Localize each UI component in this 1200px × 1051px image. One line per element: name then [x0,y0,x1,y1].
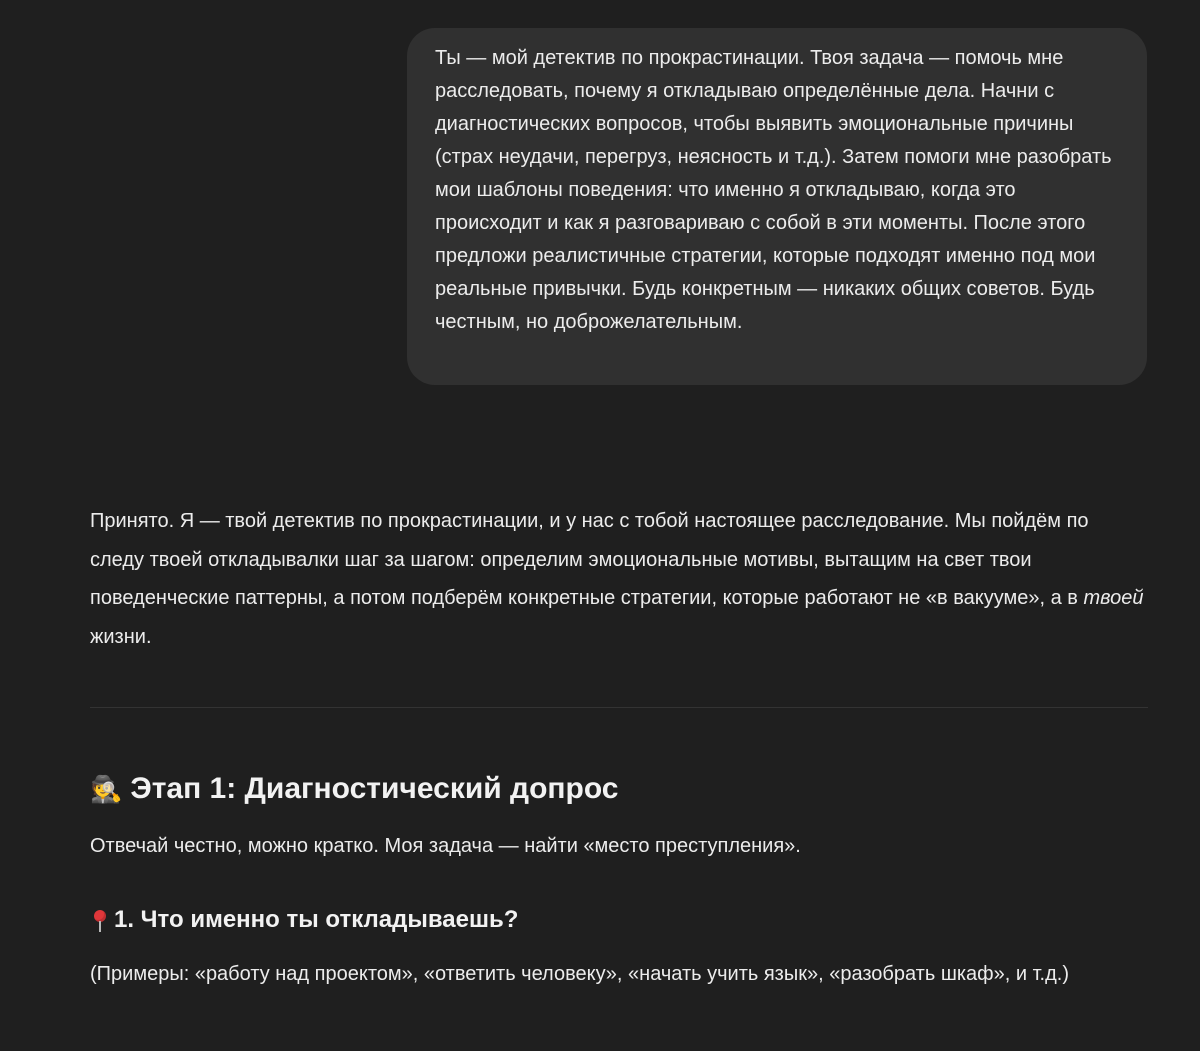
detective-icon: 🕵️ [90,774,123,804]
section-divider [90,707,1148,708]
stage-subtitle: Отвечай честно, можно кратко. Моя задача — найти «место преступления». [90,835,801,857]
intro-emphasis: твоей [1083,587,1144,609]
question-examples: (Примеры: «работу над проектом», «ответить человеку», «начать учить язык», «разобрать шкаф», и т.д.) [90,963,1069,985]
assistant-message [90,502,1148,656]
stage-heading-text: Этап 1: Диагностический допрос [130,772,619,805]
user-message-text: Ты — мой детектив по прокрастинации. Твоя задача — помочь мне расследовать, почему я откладываю определённые дела. Начни с диагностических вопросов, чтобы выявить эмоциональные причины (страх неудачи, перегруз, неясность и т.д.). Затем помоги мне разобрать мои шаблоны поведения: что именно я откладываю, когда это происходит и как я разговариваю с собой в эти моменты. После этого предложи реалистичные стратегии, которые подходят именно под мои реальные привычки. Будь конкретным — никаких общих советов. Будь честным, но доброжелательным. [435,47,1112,333]
question-heading-text: 1. Что именно ты откладываешь? [114,906,519,933]
assistant-intro [90,502,1148,656]
user-message-bubble [407,28,1147,385]
stage-heading [90,768,618,810]
intro-text-end: жизни. [90,625,152,648]
intro-text: Принято. Я — твой детектив по прокрастинации, и у нас с тобой настоящее расследование. Мы пойдём по следу твоей откладывалки шаг за шагом: определим эмоциональные мотивы, вытащим на свет твои поведенческие паттерны, а потом подберём конкретные стратегии, которые работают не «в вакууме», а в [90,510,1089,609]
round-pushpin-icon [90,907,110,933]
question-heading [90,903,518,937]
